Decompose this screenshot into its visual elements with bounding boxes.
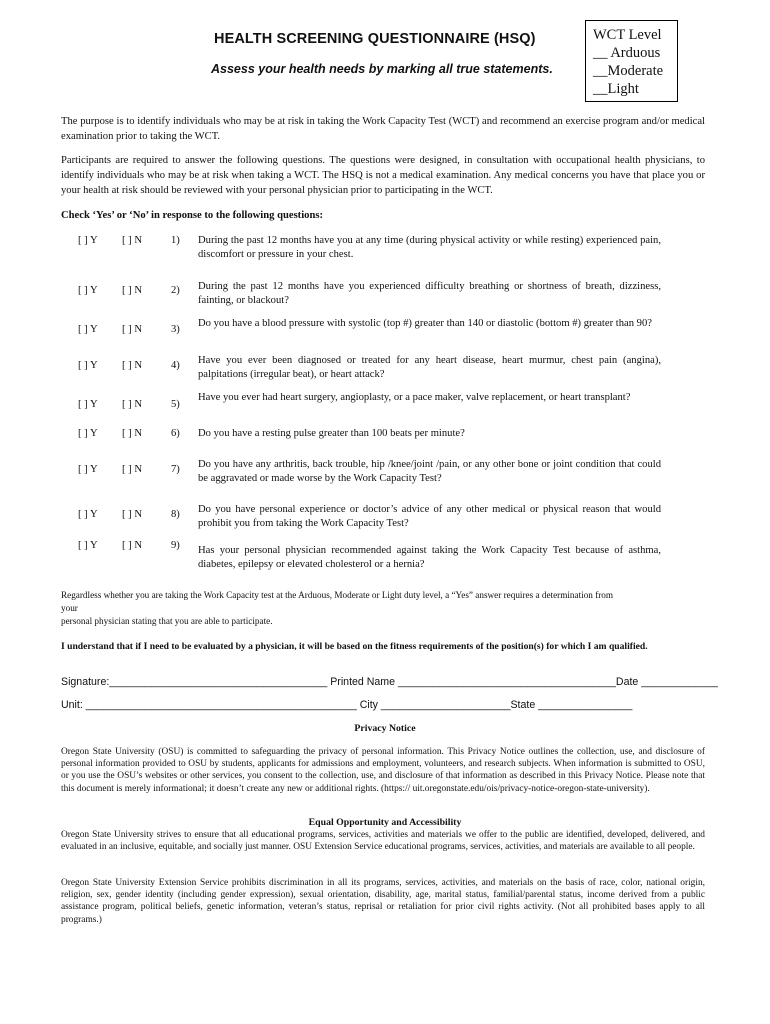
question-text: During the past 12 months have you experienced difficulty breathing or shortness of breath, dizziness, fainting, or blackout? [198,281,661,306]
question-text: During the past 12 months have you at any time (during physical activity or while resting) experienced pain, discomfort or pressure in your chest. [198,235,661,260]
privacy-body: Oregon State University (OSU) is committed to safeguarding the privacy of personal information. This Privacy Notice outlines the collection, use, and disclosure of personal information provided to OSU by students, applicants for admissions and employment, volunteers, and research subjects. When information is submitted to OSU, or you use the OSU’s websites or other services, you consent to the collection, use, and disclosure of that information as described in this Privacy Notice. Please note that this document is merely informational; it doesn’t create any new or additional rights. (https:// uit.oregonstate.edu/ois/privacy-notice-oregon-state-university). [61,747,705,794]
yes-checkbox[interactable]: [ ] Y [78,235,98,246]
question-number: 9) [171,540,180,551]
question-number: 8) [171,509,180,520]
question-number: 1) [171,235,180,246]
unit-line[interactable]: Unit: ______________________________________________ City ______________________State ________________ [61,699,633,711]
equal-opportunity-title: Equal Opportunity and Accessibility [308,817,462,828]
regardless-line-2: your [61,603,78,613]
instruction-text: Check ‘Yes’ or ‘No’ in response to the following questions: [61,210,323,221]
signature-line[interactable]: Signature:_____________________________________ Printed Name _____________________________________Date _____________ [61,676,718,688]
wct-option-light[interactable]: __Light [593,81,639,97]
question-text: Have you ever had heart surgery, angioplasty, or a pace maker, valve replacement, or heart transplant? [198,392,631,403]
question-text: Has your personal physician recommended against taking the Work Capacity Test because of asthma, diabetes, epilepsy or elevated cholesterol or a hernia? [198,545,661,570]
equal-opportunity-body-1: Oregon State University strives to ensure that all educational programs, services, activities and materials we offer to the public are identified, developed, delivered, and evaluated in an inclusive, equitable, and socially just manner. OSU Extension Service educational programs, services, activities, and materials are available to all people. [61,830,705,853]
question-text: Do you have any arthritis, back trouble, hip /knee/joint /pain, or any other bone or joint condition that could be aggravated or made worse by the Work Capacity Test? [198,459,661,484]
no-checkbox[interactable]: [ ] N [122,540,143,551]
regardless-line-1: Regardless whether you are taking the Work Capacity test at the Arduous, Moderate or Light duty level, a “Yes” answer requires a determination from [61,590,614,600]
yes-checkbox[interactable]: [ ] Y [78,464,98,475]
wct-option-moderate[interactable]: __Moderate [593,63,664,79]
yes-checkbox[interactable]: [ ] Y [78,360,98,371]
page-title: HEALTH SCREENING QUESTIONNAIRE (HSQ) [214,31,536,47]
yes-checkbox[interactable]: [ ] Y [78,399,98,410]
regardless-line-3: personal physician stating that you are able to participate. [61,616,273,626]
wct-level-title: WCT Level [593,27,662,43]
no-checkbox[interactable]: [ ] N [122,324,143,335]
no-checkbox[interactable]: [ ] N [122,360,143,371]
question-number: 6) [171,428,180,439]
no-checkbox[interactable]: [ ] N [122,285,143,296]
page-subtitle: Assess your health needs by marking all true statements. [211,62,553,76]
no-checkbox[interactable]: [ ] N [122,235,143,246]
yes-checkbox[interactable]: [ ] Y [78,540,98,551]
question-text: Do you have personal experience or doctor’s advice of any other medical or physical reason that would prohibit you from taking the Work Capacity Test? [198,504,661,529]
yes-checkbox[interactable]: [ ] Y [78,428,98,439]
question-number: 2) [171,285,180,296]
question-text: Do you have a resting pulse greater than 100 beats per minute? [198,428,465,439]
no-checkbox[interactable]: [ ] N [122,464,143,475]
purpose-paragraph: The purpose is to identify individuals who may be at risk in taking the Work Capacity Test (WCT) and recommend an exercise program and/or medical examination prior to taking the WCT. [61,116,705,142]
regardless-note [61,589,701,628]
no-checkbox[interactable]: [ ] N [122,399,143,410]
question-number: 3) [171,324,180,335]
no-checkbox[interactable]: [ ] N [122,509,143,520]
privacy-title: Privacy Notice [354,723,416,734]
understand-statement: I understand that if I need to be evaluated by a physician, it will be based on the fitness requirements of the position(s) for which I am qualified. [61,641,648,652]
participants-paragraph: Participants are required to answer the following questions. The questions were designed, in consultation with occupational health physicians, to identify individuals who may be at risk when taking a WCT. The HSQ is not a medical examination. Any medical concerns you have that place you or your health at risk should be reviewed with your personal physician prior to participating in the WCT. [61,155,705,196]
question-number: 5) [171,399,180,410]
equal-opportunity-body-2: Oregon State University Extension Service prohibits discrimination in all its programs, services, activities, and materials on the basis of race, color, national origin, religion, sex, gender identity (including gender expression), sexual orientation, disability, age, marital status, familial/parental status, income derived from a public assistance program, political beliefs, genetic information, veteran’s status, reprisal or retaliation for prior civil rights activity. (Not all prohibited bases apply to all programs.) [61,878,705,925]
yes-checkbox[interactable]: [ ] Y [78,285,98,296]
wct-option-arduous[interactable]: __ Arduous [593,45,661,61]
yes-checkbox[interactable]: [ ] Y [78,324,98,335]
question-text: Have you ever been diagnosed or treated for any heart disease, heart murmur, chest pain (angina), palpitations (irregular beat), or heart attack? [198,355,661,380]
question-text: Do you have a blood pressure with systolic (top #) greater than 140 or diastolic (bottom #) greater than 90? [198,318,652,329]
question-number: 7) [171,464,180,475]
wct-level-box [585,20,678,102]
question-number: 4) [171,360,180,371]
yes-checkbox[interactable]: [ ] Y [78,509,98,520]
no-checkbox[interactable]: [ ] N [122,428,143,439]
